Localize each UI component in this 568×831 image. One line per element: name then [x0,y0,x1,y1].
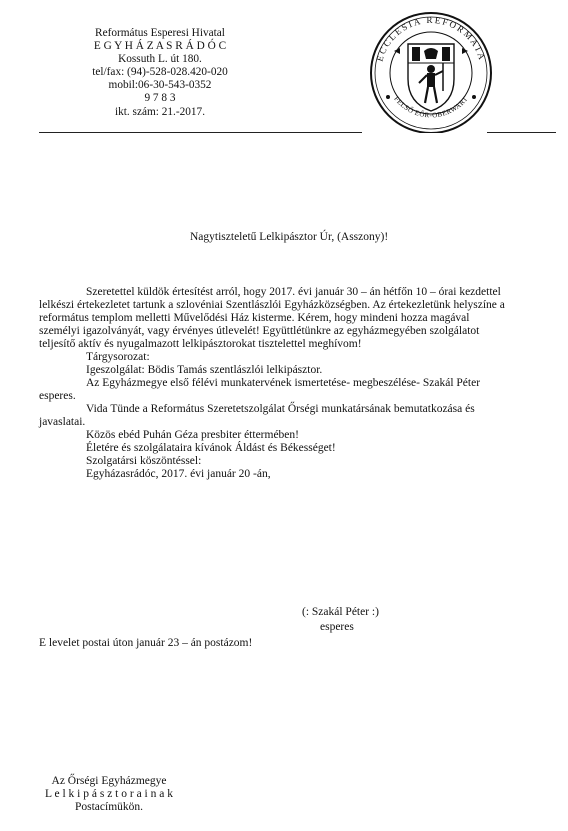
place-and-date: Egyházasrádóc, 2017. évi január 20 -án, [86,468,271,480]
header-street: Kossuth L. út 180. [118,53,202,66]
body-line-5: teljesítő aktív és nyugalmazott lelkipásztorokat tisztelettel meghívom! [39,338,362,350]
header-mobile: mobil:06-30-543-0352 [108,79,212,92]
body-line-4: személyi igazolványát, vagy érvényes útlevelét! Együttlétünkre az egyházmegyében szolgálatot [39,325,480,337]
agenda-item-charity: Vida Tünde a Református Szeretetszolgálat Őrségi munkatársának bemutatkozása és [86,403,475,415]
address-line-1: Az Őrségi Egyházmegye [51,775,167,787]
salutation: Nagytiszteletű Lelkipásztor Úr, (Asszony)! [190,231,389,243]
postal-note: E levelet postai úton január 23 – án postázom! [39,637,253,649]
header-rule-left [39,132,362,133]
agenda-item-workplan-cont: esperes. [39,390,76,402]
church-seal [364,11,498,133]
svg-text:ECCLESIA REFORMATA: ECCLESIA REFORMATA [374,14,488,63]
header-office-name: Református Esperesi Hivatal [95,27,225,39]
header-telfax: tel/fax: (94)-528-028.420-020 [92,66,228,79]
agenda-item-sermon: Igeszolgálat: Bödis Tamás szentlászlói lelkipásztor. [86,364,323,376]
body-line-3: református templom melletti Művelődési Ház kisterme. Kérem, hogy mindeni hozza magával [39,312,470,324]
body-line-1: Szeretettel küldök értesítést arról, hogy 2017. évi január 30 – án hétfőn 10 – órai kezdettel [86,286,501,298]
agenda-item-charity-cont: javaslatai. [39,416,86,428]
header-town: E G Y H Á Z A S R Á D Ó C [93,40,227,53]
blessing-line: Életére és szolgálataira kívánok Áldást és Békességet! [86,442,336,454]
agenda-item-workplan: Az Egyházmegye első félévi munkatervének ismertetése- megbeszélése- Szakál Péter [86,377,481,389]
address-line-3: Postacímükön. [74,800,144,813]
agenda-heading: Tárgysorozat: [86,351,150,363]
svg-text:FELSŐ EŐR-OBERWART: FELSŐ EŐR-OBERWART [392,94,470,120]
sender-header [70,27,250,119]
signature-title: esperes [320,621,354,633]
header-postcode: 9 7 8 3 [144,92,176,105]
body-line-2: lelkészi értekezletet tartunk a szlovéniai Szentlászlói Egyházközségben. Az értekezletünk helyszíne a [39,299,505,311]
address-block [39,775,179,814]
closing-greeting: Szolgatársi köszöntéssel: [86,455,202,467]
agenda-item-lunch: Közös ebéd Puhán Géza presbiter éttermében! [86,429,299,441]
signature-name: (: Szakál Péter :) [302,606,379,618]
header-reference-number: ikt. szám: 21.-2017. [114,105,206,118]
address-line-2: L e l k i p á s z t o r a i n a k [45,787,173,800]
